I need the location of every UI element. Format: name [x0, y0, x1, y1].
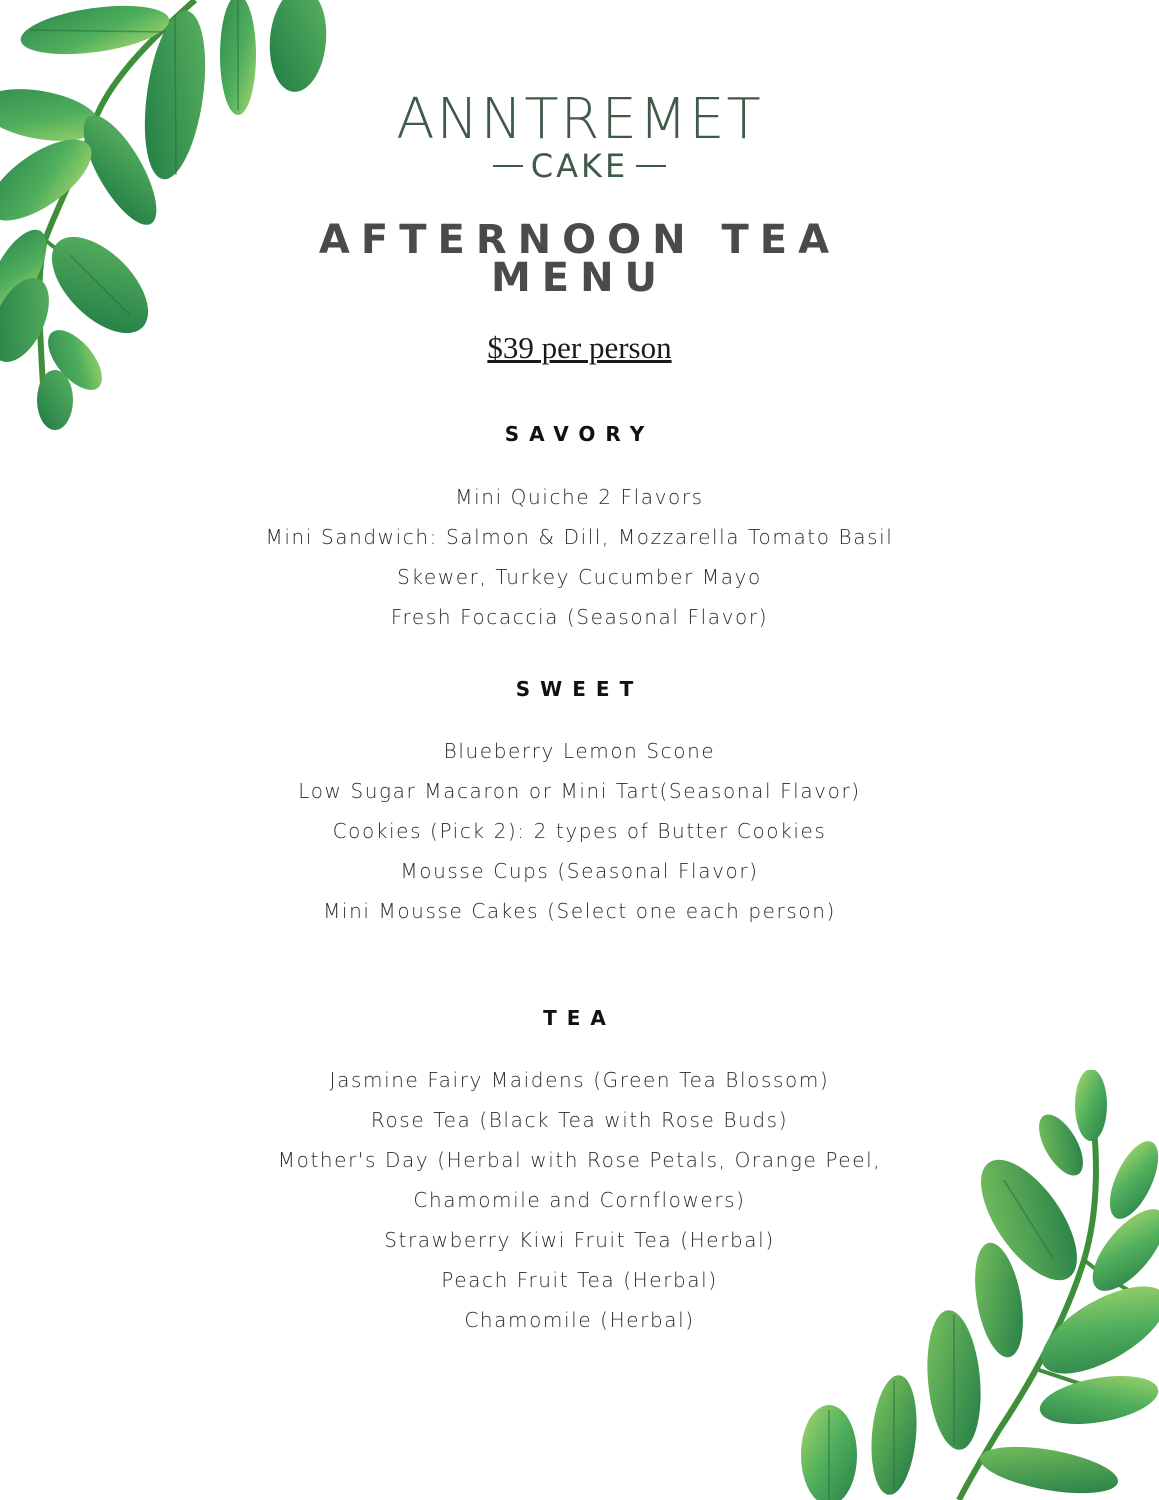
menu-item: Blueberry Lemon Scone [443, 739, 716, 763]
menu-item: Low Sugar Macaron or Mini Tart(Seasonal Flavor) [298, 779, 861, 803]
menu-item: Mini Quiche 2 Flavors [455, 485, 704, 509]
menu-item: Fresh Focaccia (Seasonal Flavor) [390, 605, 769, 629]
section-heading-savory: SAVORY [504, 422, 655, 446]
menu-item: Mousse Cups (Seasonal Flavor) [400, 859, 759, 883]
price-per-person: $39 per person [487, 330, 672, 365]
menu-item: Mini Mousse Cakes (Select one each person) [323, 899, 836, 923]
section-heading-tea: TEA [543, 1006, 616, 1030]
menu-item: Chamomile (Herbal) [464, 1308, 695, 1332]
menu-item: Skewer, Turkey Cucumber Mayo [397, 565, 762, 589]
section-items-tea [0, 1060, 1159, 1340]
menu-item: Cookies (Pick 2): 2 types of Butter Cookies [332, 819, 827, 843]
menu-title-line1: AFTERNOON TEA [318, 217, 841, 263]
menu-item: Mother's Day (Herbal with Rose Petals, Orange Peel, [277, 1148, 882, 1172]
section-heading-sweet: SWEET [515, 677, 644, 701]
menu-title-line2: MENU [490, 255, 669, 301]
section-items-savory [0, 477, 1159, 637]
menu-item: Chamomile and Cornflowers) [413, 1188, 746, 1212]
menu-item: Strawberry Kiwi Fruit Tea (Herbal) [384, 1228, 775, 1252]
menu-item: Peach Fruit Tea (Herbal) [441, 1268, 718, 1292]
brand-sub-text: CAKE [530, 147, 629, 185]
menu-item: Rose Tea (Black Tea with Rose Buds) [370, 1108, 789, 1132]
logo-rule-left [493, 165, 523, 167]
brand-logo-sub [0, 146, 1159, 186]
menu-item: Mini Sandwich: Salmon & Dill, Mozzarella Tomato Basil [265, 525, 894, 549]
brand-logo-text: ANNTREMET [396, 87, 763, 152]
section-items-sweet [0, 731, 1159, 931]
logo-rule-right [636, 165, 666, 167]
menu-item: Jasmine Fairy Maidens (Green Tea Blossom) [329, 1068, 830, 1092]
